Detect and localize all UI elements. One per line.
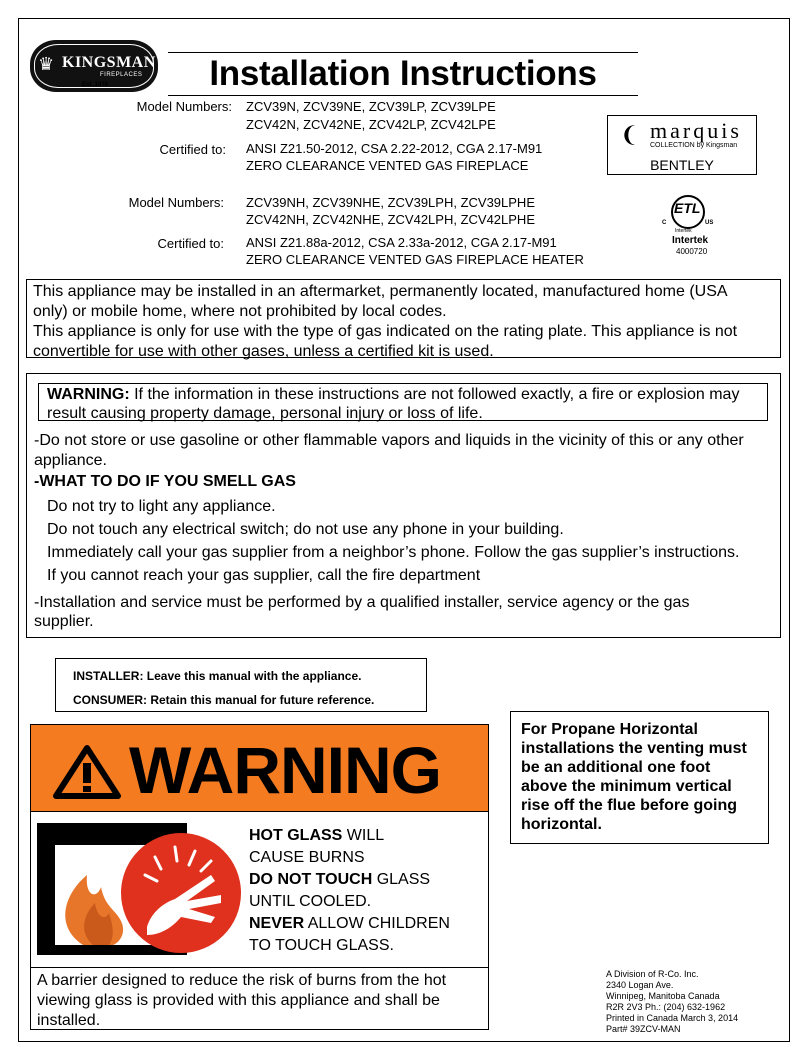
barrier-line: A barrier designed to reduce the risk of burns from the hot <box>37 972 447 989</box>
barrier-notice <box>31 967 488 1030</box>
title-rule-top <box>168 52 638 53</box>
hot-glass-warning <box>30 724 489 1030</box>
warning-triangle-icon <box>53 745 121 799</box>
propane-line: installations the venting must <box>521 740 747 757</box>
barrier-line: viewing glass is provided with this appliance and shall be <box>37 992 440 1009</box>
address-line: Printed in Canada March 3, 2014 <box>606 1013 739 1023</box>
barrier-line: installed. <box>37 1012 101 1029</box>
model-numbers-line: ZCV42NH, ZCV42NHE, ZCV42LPH, ZCV42LPHE <box>246 212 535 227</box>
address-line: R2R 2V3 Ph.: (204) 632-1962 <box>606 1002 726 1012</box>
certification-line: ANSI Z21.88a-2012, CSA 2.33a-2012, CGA 2.17-M91 <box>246 235 557 250</box>
model-numbers-line: ZCV39N, ZCV39NE, ZCV39LP, ZCV39LPE <box>246 99 496 114</box>
marquis-collection-logo <box>607 115 757 175</box>
notice-line: This appliance may be installed in an aftermarket, permanently located, manufactured home (USA <box>33 283 728 300</box>
logo-subtitle: FIREPLACES <box>100 72 143 78</box>
installation-notice: -Installation and service must be performed by a qualified installer, service agency or the gas <box>34 594 690 611</box>
marquis-word: marquis <box>650 118 742 143</box>
consumer-line: CONSUMER: Retain this manual for future reference. <box>73 693 375 707</box>
gas-step: If you cannot reach your gas supplier, call the fire department <box>47 567 481 584</box>
marquis-subtitle: COLLECTION by Kingsman <box>650 142 738 149</box>
storage-warning: appliance. <box>34 452 107 469</box>
warning-label: WARNING: <box>47 386 130 403</box>
etl-listed: Intertek <box>675 228 692 234</box>
propane-line: For Propane Horizontal <box>521 721 698 738</box>
address-line: Winnipeg, Manitoba Canada <box>606 991 720 1001</box>
gas-step: Do not touch any electrical switch; do not use any phone in your building. <box>47 521 564 538</box>
model-numbers-line: ZCV39NH, ZCV39NHE, ZCV39LPH, ZCV39LPHE <box>246 195 535 210</box>
hot-glass-text: CAUSE BURNS <box>249 849 365 866</box>
hot-glass-text: ALLOW CHILDREN <box>304 915 450 932</box>
company-address <box>606 969 738 1035</box>
model-numbers-label: Model Numbers: <box>128 195 224 210</box>
certification-line: ANSI Z21.50-2012, CSA 2.22-2012, CGA 2.17-M91 <box>246 141 543 156</box>
propane-line: above the minimum vertical <box>521 778 732 795</box>
address-line: Part# 39ZCV-MAN <box>606 1024 681 1034</box>
logo-brand: KINGSMAN <box>62 54 156 71</box>
smell-gas-heading: -WHAT TO DO IF YOU SMELL GAS <box>34 473 296 490</box>
address-line: 2340 Logan Ave. <box>606 980 674 990</box>
page-title: Installation Instructions <box>209 54 597 93</box>
storage-warning: -Do not store or use gasoline or other flammable vapors and liquids in the vicinity of this or any other <box>34 432 744 449</box>
certified-to-label: Certified to: <box>157 236 224 251</box>
warning-banner <box>31 725 488 812</box>
flame-swirl-icon: ❨ <box>620 122 639 147</box>
notice-line: convertible for use with other gases, unless a certified kit is used. <box>33 343 494 360</box>
etl-c: C <box>662 220 667 226</box>
installation-notice: supplier. <box>34 613 94 630</box>
notice-line: This appliance is only for use with the type of gas indicated on the rating plate. This appliance is not <box>33 323 738 340</box>
certification-line: ZERO CLEARANCE VENTED GAS FIREPLACE <box>246 158 529 173</box>
etl-text: ETL <box>674 200 701 216</box>
logo-established: Est. 1976 <box>82 82 109 88</box>
certified-to-label: Certified to: <box>159 142 226 157</box>
warning-banner-text: WARNING <box>129 733 441 807</box>
hot-glass-bold: NEVER <box>249 915 305 932</box>
etl-number: 4000720 <box>676 247 708 256</box>
model-name: BENTLEY <box>650 157 714 173</box>
hot-glass-bold: DO NOT TOUCH <box>249 871 373 888</box>
warning-text: result causing property damage, personal injury or loss of life. <box>47 405 483 422</box>
installer-line: INSTALLER: Leave this manual with the appliance. <box>73 669 362 683</box>
propane-line: horizontal. <box>521 816 602 833</box>
propane-line: be an additional one foot <box>521 759 711 776</box>
lion-icon: ♛ <box>38 54 55 74</box>
intertek-brand: Intertek <box>672 235 709 246</box>
warning-text: If the information in these instructions are not followed exactly, a fire or explosion may <box>129 386 740 403</box>
hot-glass-text: TO TOUCH GLASS. <box>249 937 394 954</box>
propane-venting-note <box>510 711 769 844</box>
hot-glass-burn-icon <box>35 817 245 963</box>
model-numbers-label: Model Numbers: <box>136 99 232 114</box>
certification-line: ZERO CLEARANCE VENTED GAS FIREPLACE HEATER <box>246 252 584 267</box>
hot-glass-bold: HOT GLASS <box>249 827 343 844</box>
hot-glass-text: GLASS <box>372 871 431 888</box>
model-numbers-line: ZCV42N, ZCV42NE, ZCV42LP, ZCV42LPE <box>246 117 496 132</box>
hot-glass-text: UNTIL COOLED. <box>249 893 372 910</box>
mobile-home-notice <box>26 279 781 358</box>
hot-glass-message <box>249 825 450 957</box>
gas-step: Do not try to light any appliance. <box>47 498 276 515</box>
propane-line: rise off the flue before going <box>521 797 738 814</box>
gas-warning-box <box>26 373 781 638</box>
title-rule-bottom <box>168 95 638 96</box>
installer-consumer-note <box>55 658 427 712</box>
warning-statement <box>38 383 768 421</box>
etl-listed-mark <box>662 195 722 255</box>
notice-line: only) or mobile home, where not prohibited by local codes. <box>33 303 447 320</box>
hot-glass-text: WILL <box>342 827 385 844</box>
gas-step: Immediately call your gas supplier from a neighbor’s phone. Follow the gas supplier’s instructions. <box>47 544 740 561</box>
address-line: A Division of R-Co. Inc. <box>606 969 699 979</box>
etl-us: US <box>705 220 714 226</box>
